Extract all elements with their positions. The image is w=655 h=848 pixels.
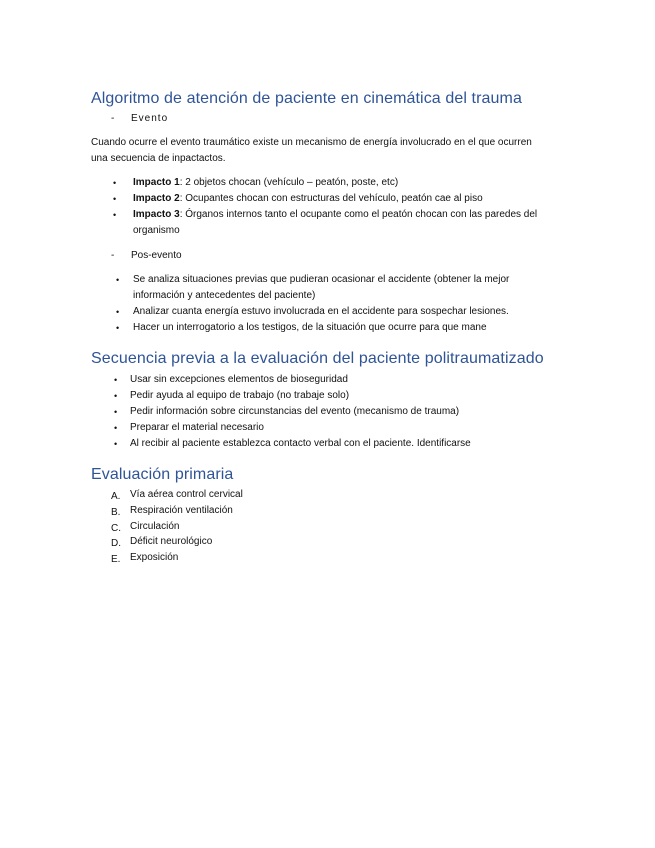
secuencia-item: Pedir información sobre circunstancias del evento (mecanismo de trauma)	[130, 406, 460, 417]
impacto-item	[133, 207, 553, 239]
evaluacion-item: Déficit neurológico	[130, 536, 213, 547]
bullet-icon: •	[114, 439, 118, 449]
heading-secuencia: Secuencia previa a la evaluación del paciente politraumatizado	[91, 350, 544, 367]
bullet-icon: •	[113, 178, 117, 188]
impacto-item	[133, 175, 553, 191]
evaluacion-item: Exposición	[130, 552, 179, 563]
posevento-item: Se analiza situaciones previas que pudieran ocasionar el accidente (obtener la mejor información y antecedentes del paciente)	[133, 274, 510, 301]
bullet-icon: •	[116, 275, 120, 285]
dash-marker: -	[111, 113, 115, 124]
intro-paragraph: Cuando ocurre el evento traumático existe un mecanismo de energía involucrado en el que ocurren una secuencia de inpactactos.	[91, 137, 532, 164]
posevento-item: Analizar cuanta energía estuvo involucrada en el accidente para sospechar lesiones.	[133, 306, 509, 317]
dash-marker: -	[111, 250, 115, 261]
bullet-icon: •	[114, 423, 118, 433]
secuencia-item: Usar sin excepciones elementos de bioseguridad	[130, 374, 348, 385]
posevento-label: Pos-evento	[131, 250, 182, 261]
posevento-item: Hacer un interrogatorio a los testigos, de la situación que ocurre para que mane	[133, 322, 487, 333]
bullet-icon: •	[114, 375, 118, 385]
impacto-text: : Ocupantes chocan con estructuras del vehículo, peatón cae al piso	[179, 193, 483, 204]
list-marker: E.	[111, 554, 121, 565]
secuencia-item: Pedir ayuda al equipo de trabajo (no trabaje solo)	[130, 390, 350, 401]
list-marker: B.	[111, 507, 121, 518]
impacto-item	[133, 191, 553, 207]
secuencia-item: Preparar el material necesario	[130, 422, 264, 433]
heading-algoritmo: Algoritmo de atención de paciente en cinemática del trauma	[91, 90, 522, 107]
impacto-label: Impacto 2	[133, 193, 180, 204]
bullet-icon: •	[116, 307, 120, 317]
list-marker: C.	[111, 523, 121, 534]
heading-evaluacion-primaria: Evaluación primaria	[91, 466, 234, 483]
impacto-text: : Órganos internos tanto el ocupante como el peatón chocan con las paredes del organismo	[133, 209, 538, 236]
list-marker: A.	[111, 491, 121, 502]
secuencia-item: Al recibir al paciente establezca contacto verbal con el paciente. Identificarse	[130, 438, 471, 449]
impacto-label: Impacto 1	[133, 177, 180, 188]
list-marker: D.	[111, 538, 121, 549]
evaluacion-item: Circulación	[130, 521, 180, 532]
evento-label: Evento	[131, 113, 169, 124]
impacto-text: : 2 objetos chocan (vehículo – peatón, poste, etc)	[179, 177, 399, 188]
bullet-icon: •	[113, 210, 117, 220]
evaluacion-item: Respiración ventilación	[130, 505, 233, 516]
impacto-label: Impacto 3	[133, 209, 180, 220]
bullet-icon: •	[114, 407, 118, 417]
bullet-icon: •	[114, 391, 118, 401]
bullet-icon: •	[113, 194, 117, 204]
evaluacion-item: Vía aérea control cervical	[130, 489, 243, 500]
bullet-icon: •	[116, 323, 120, 333]
